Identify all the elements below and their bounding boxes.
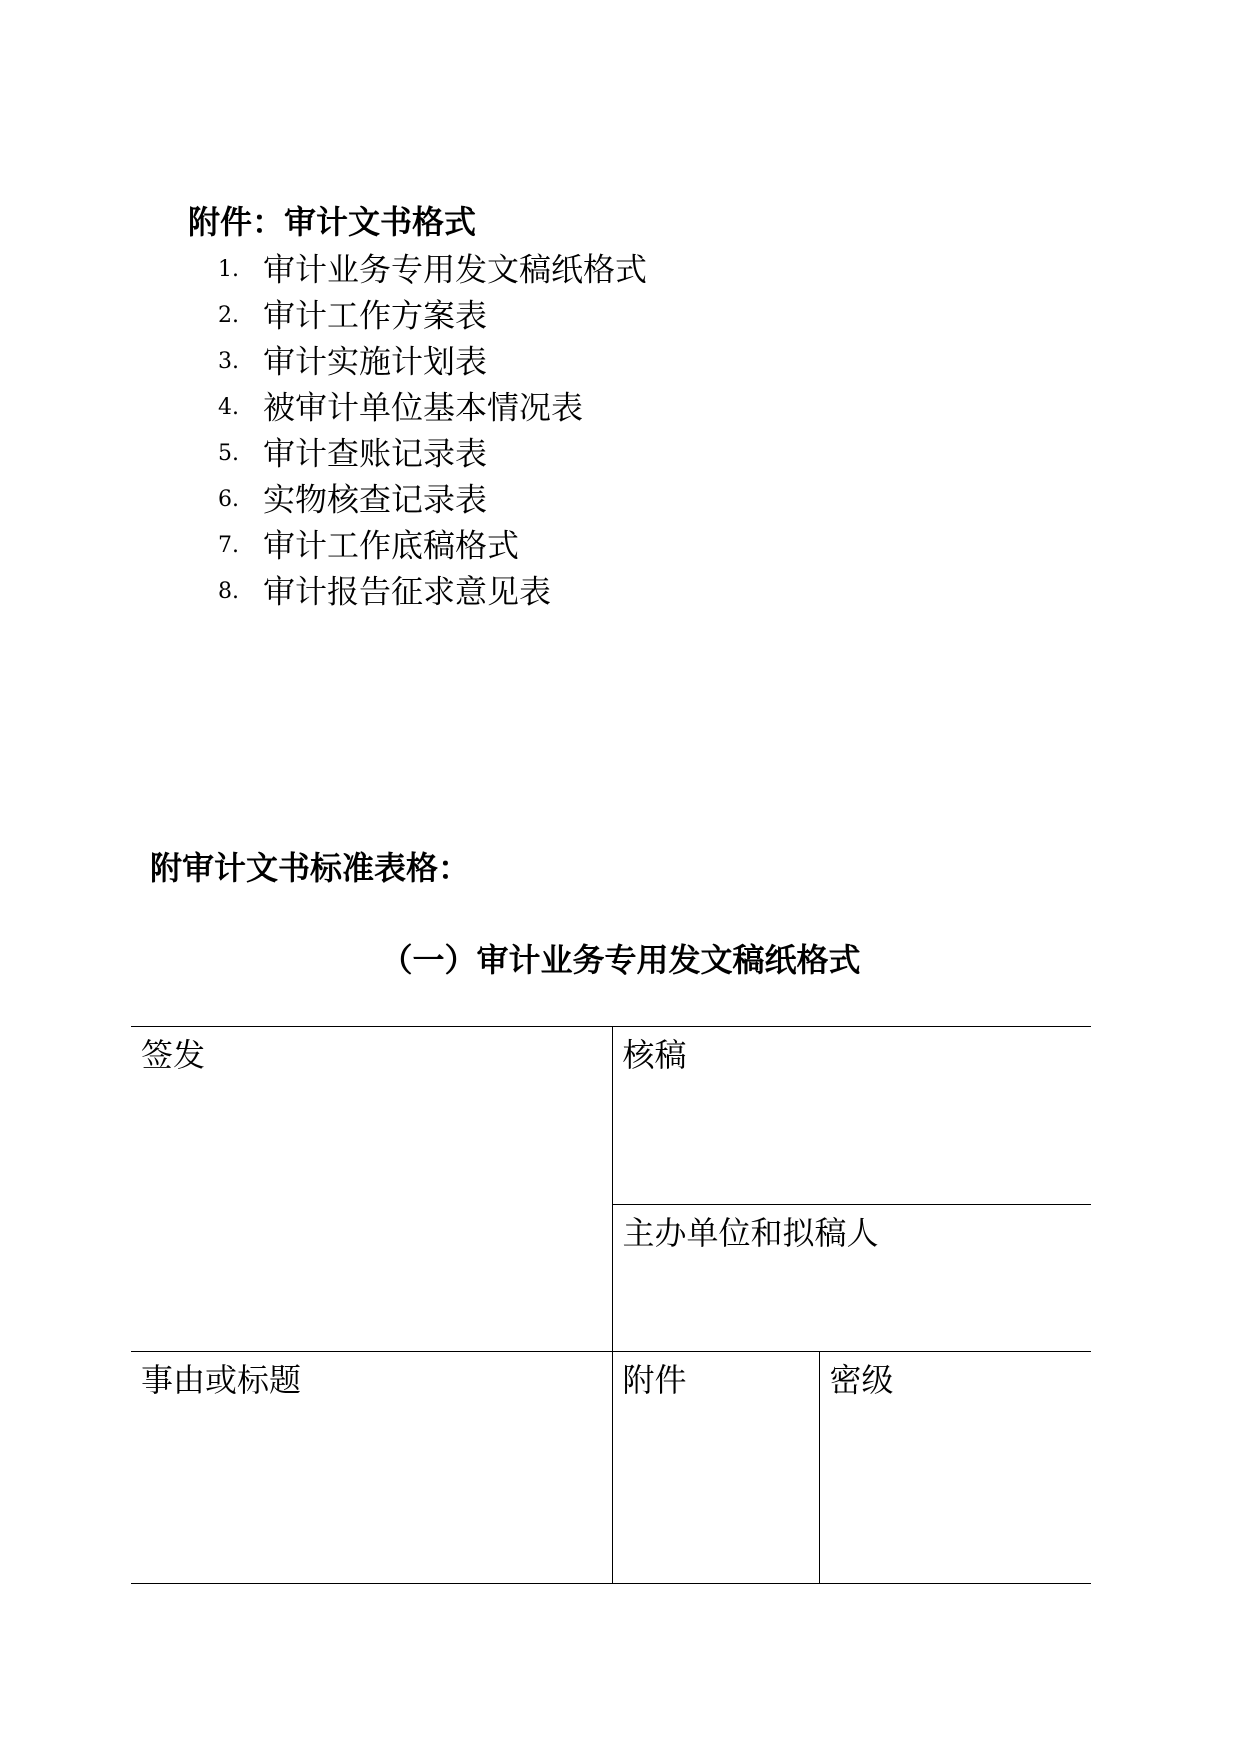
classification-cell[interactable] xyxy=(819,1352,1091,1584)
list-item xyxy=(218,338,647,384)
list-item-text: 审计报告征求意见表 xyxy=(263,572,552,611)
list-item-text: 审计查账记录表 xyxy=(263,434,488,473)
attachment-label: 附件 xyxy=(622,1361,687,1399)
list-item xyxy=(218,568,647,614)
list-item xyxy=(218,476,647,522)
list-item-text: 实物核查记录表 xyxy=(263,480,488,519)
review-cell[interactable] xyxy=(612,1027,1091,1205)
subject-cell[interactable] xyxy=(131,1352,612,1584)
list-item-text: 审计工作底稿格式 xyxy=(263,526,520,565)
drafter-label: 主办单位和拟稿人 xyxy=(622,1214,879,1252)
list-item-number: 4. xyxy=(218,394,239,420)
list-item-number: 6. xyxy=(218,486,239,512)
list-item xyxy=(218,292,647,338)
list-item-text: 审计业务专用发文稿纸格式 xyxy=(263,250,648,289)
list-item xyxy=(218,522,647,568)
dispatch-form-table xyxy=(131,1026,1091,1584)
list-item-number: 1. xyxy=(218,256,239,282)
section-title: 附审计文书标准表格： xyxy=(150,849,471,887)
review-label: 核稿 xyxy=(622,1036,687,1074)
attachment-list xyxy=(218,246,647,614)
form-title: （一）审计业务专用发文稿纸格式 xyxy=(380,941,861,979)
classification-label: 密级 xyxy=(829,1361,894,1399)
subject-label: 事由或标题 xyxy=(141,1361,302,1399)
list-item-text: 被审计单位基本情况表 xyxy=(263,388,584,427)
sign-cell[interactable] xyxy=(131,1027,612,1352)
drafter-cell[interactable] xyxy=(612,1205,1091,1352)
list-item-text: 审计工作方案表 xyxy=(263,296,488,335)
list-item-number: 8. xyxy=(218,578,239,604)
list-item xyxy=(218,384,647,430)
list-item-number: 7. xyxy=(218,532,239,558)
list-item-number: 5. xyxy=(218,440,239,466)
list-item xyxy=(218,246,647,292)
list-item-number: 3. xyxy=(218,348,239,374)
attachment-title: 附件：审计文书格式 xyxy=(188,203,477,241)
list-item-number: 2. xyxy=(218,302,239,328)
list-item xyxy=(218,430,647,476)
sign-label: 签发 xyxy=(141,1036,206,1074)
list-item-text: 审计实施计划表 xyxy=(263,342,488,381)
attachment-cell[interactable] xyxy=(612,1352,819,1584)
